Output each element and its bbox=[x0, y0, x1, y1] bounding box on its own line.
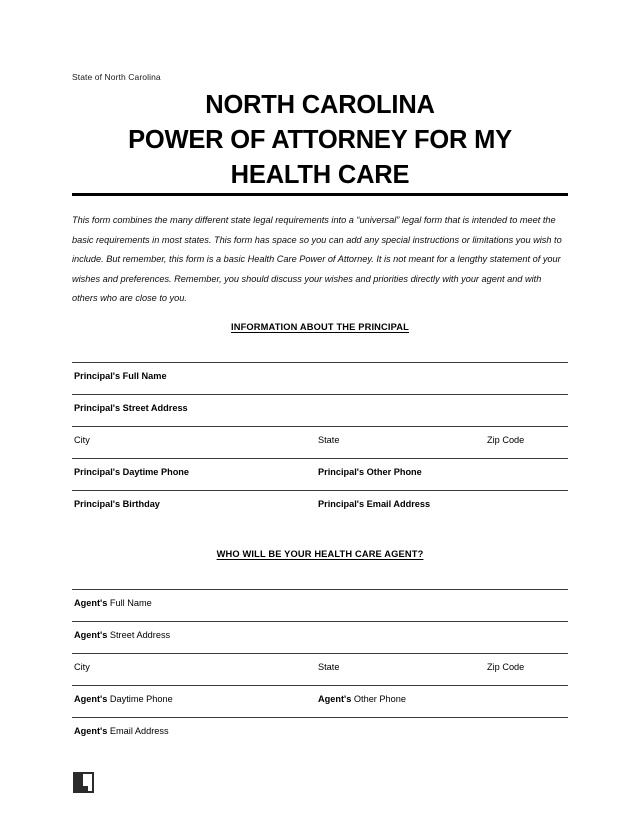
form-field-label bbox=[74, 629, 170, 641]
logo-notch-vertical bbox=[88, 774, 92, 791]
form-field-label-regular: Zip Code bbox=[487, 662, 525, 672]
form-field-label bbox=[487, 661, 524, 673]
form-field-row[interactable] bbox=[72, 394, 568, 427]
form-field-label bbox=[74, 498, 160, 510]
legal-templates-logo-icon bbox=[73, 772, 94, 793]
form-field-row[interactable] bbox=[72, 589, 568, 622]
form-field-label-bold: Principal's Street Address bbox=[74, 403, 188, 413]
form-field-label-regular: Street Address bbox=[107, 630, 171, 640]
form-field-label-bold: Principal's Email Address bbox=[318, 499, 431, 509]
form-field-label-regular: Daytime Phone bbox=[107, 694, 173, 704]
form-field-label bbox=[74, 693, 173, 705]
form-field-label-regular: Email Address bbox=[107, 726, 169, 736]
section-heading-principal: INFORMATION ABOUT THE PRINCIPAL bbox=[230, 322, 409, 332]
form-field-row[interactable] bbox=[72, 717, 568, 750]
form-field-label-regular: Full Name bbox=[107, 598, 152, 608]
form-field-label bbox=[74, 370, 167, 382]
form-field-label bbox=[74, 402, 188, 414]
form-field-row[interactable] bbox=[72, 426, 568, 459]
form-field-label bbox=[318, 498, 430, 510]
form-field-row[interactable] bbox=[72, 458, 568, 491]
form-field-label-bold: Principal's Birthday bbox=[74, 499, 160, 509]
form-field-label-bold: Agent's bbox=[74, 726, 108, 736]
form-field-label-bold: Agent's bbox=[74, 598, 108, 608]
page-title bbox=[72, 88, 568, 193]
state-line: State of North Carolina bbox=[72, 72, 161, 82]
intro-paragraph: This form combines the many different state legal requirements into a “universal” legal form that is intended to meet the basic requirements in most states. This form has space so you can add any special instructions or limitations you wish to include. But remember, this form is a basic Health Care Power of Attorney. It is not meant for a lengthy statement of your wishes and preferences. Remember, you should discuss your wishes and priorities directly with your agent and with others who are close to you. bbox=[72, 215, 562, 304]
page-title-line-3: HEALTH CARE bbox=[230, 161, 410, 189]
form-field-label bbox=[74, 597, 152, 609]
form-field-label bbox=[487, 434, 524, 446]
title-divider bbox=[72, 193, 568, 196]
form-field-label bbox=[318, 693, 406, 705]
form-field-row[interactable] bbox=[72, 621, 568, 654]
form-field-row[interactable] bbox=[72, 362, 568, 395]
form-field-label-regular: City bbox=[74, 435, 90, 445]
form-field-row[interactable] bbox=[72, 490, 568, 523]
form-field-label bbox=[74, 661, 90, 673]
form-field-label-bold: Agent's bbox=[74, 630, 108, 640]
form-field-row[interactable] bbox=[72, 653, 568, 686]
form-field-row[interactable] bbox=[72, 685, 568, 718]
page-title-line-1: NORTH CAROLINA bbox=[205, 91, 435, 119]
form-field-label-regular: Other Phone bbox=[351, 694, 406, 704]
form-field-label bbox=[74, 725, 169, 737]
form-field-label-bold: Principal's Full Name bbox=[74, 371, 167, 381]
form-field-label-bold: Agent's bbox=[74, 694, 108, 704]
form-field-label-bold: Principal's Other Phone bbox=[318, 467, 422, 477]
form-field-label-bold: Agent's bbox=[318, 694, 352, 704]
page-title-line-2: POWER OF ATTORNEY FOR MY bbox=[128, 126, 512, 154]
form-field-label bbox=[318, 661, 339, 673]
form-field-label-regular: State bbox=[318, 435, 340, 445]
form-field-label bbox=[318, 434, 339, 446]
form-field-label-bold: Principal's Daytime Phone bbox=[74, 467, 190, 477]
form-field-label-regular: City bbox=[74, 662, 90, 672]
form-field-label bbox=[318, 466, 422, 478]
form-field-label bbox=[74, 466, 189, 478]
section-heading-agent: WHO WILL BE YOUR HEALTH CARE AGENT? bbox=[216, 549, 424, 559]
form-field-label-regular: Zip Code bbox=[487, 435, 525, 445]
form-field-label bbox=[74, 434, 90, 446]
form-field-label-regular: State bbox=[318, 662, 340, 672]
